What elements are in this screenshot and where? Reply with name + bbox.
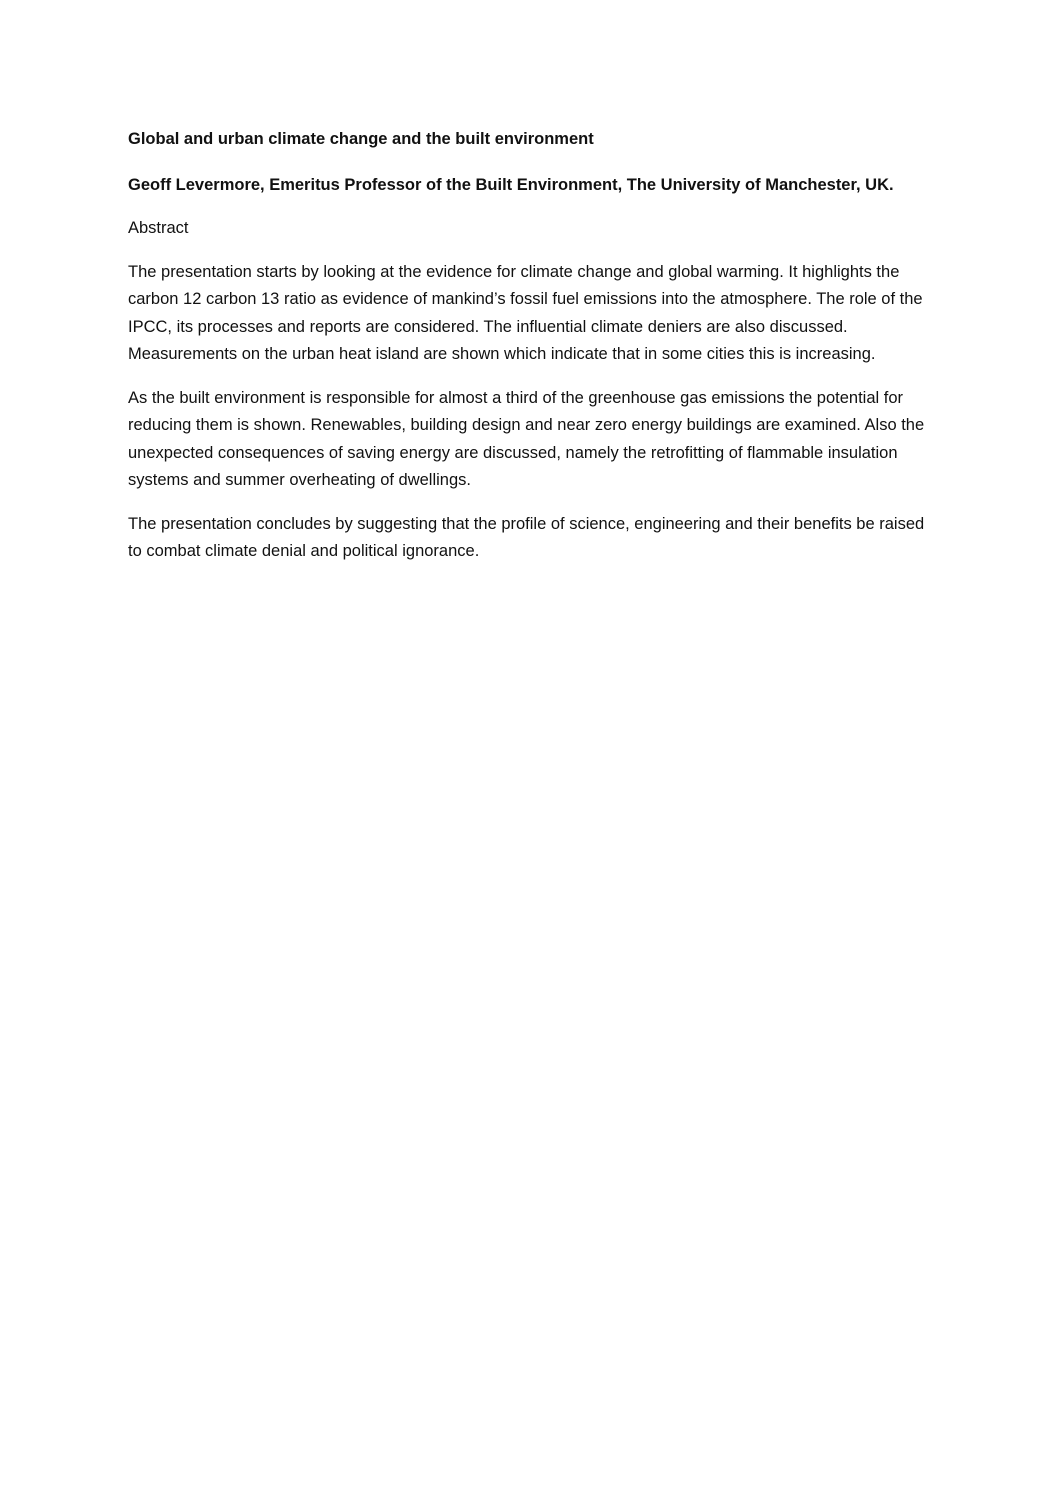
- abstract-paragraph-2: As the built environment is responsible for almost a third of the greenhouse gas emissions the potential for reducing them is shown. Renewables, building design and near zero energy buildings are examined. Also the unexpected consequences of saving energy are discussed, namely the retrofitting of flammable insulation systems and summer overheating of dwellings.: [128, 388, 925, 489]
- abstract-paragraph-1: The presentation starts by looking at the evidence for climate change and global warming. It highlights the carbon 12 carbon 13 ratio as evidence of mankind’s fossil fuel emissions into the atmosphere. The role of the IPCC, its processes and reports are considered. The influential climate deniers are also discussed. Measurements on the urban heat island are shown which indicate that in some cities this is increasing.: [128, 262, 923, 363]
- author-line: Geoff Levermore, Emeritus Professor of the Built Environment, The University of Manchester, UK.: [128, 175, 894, 194]
- abstract-paragraph-3: The presentation concludes by suggesting that the profile of science, engineering and their benefits be raised to combat climate denial and political ignorance.: [128, 514, 925, 560]
- abstract-heading: Abstract: [128, 219, 189, 237]
- document-title: Global and urban climate change and the built environment: [128, 130, 594, 148]
- document-page: [128, 126, 938, 582]
